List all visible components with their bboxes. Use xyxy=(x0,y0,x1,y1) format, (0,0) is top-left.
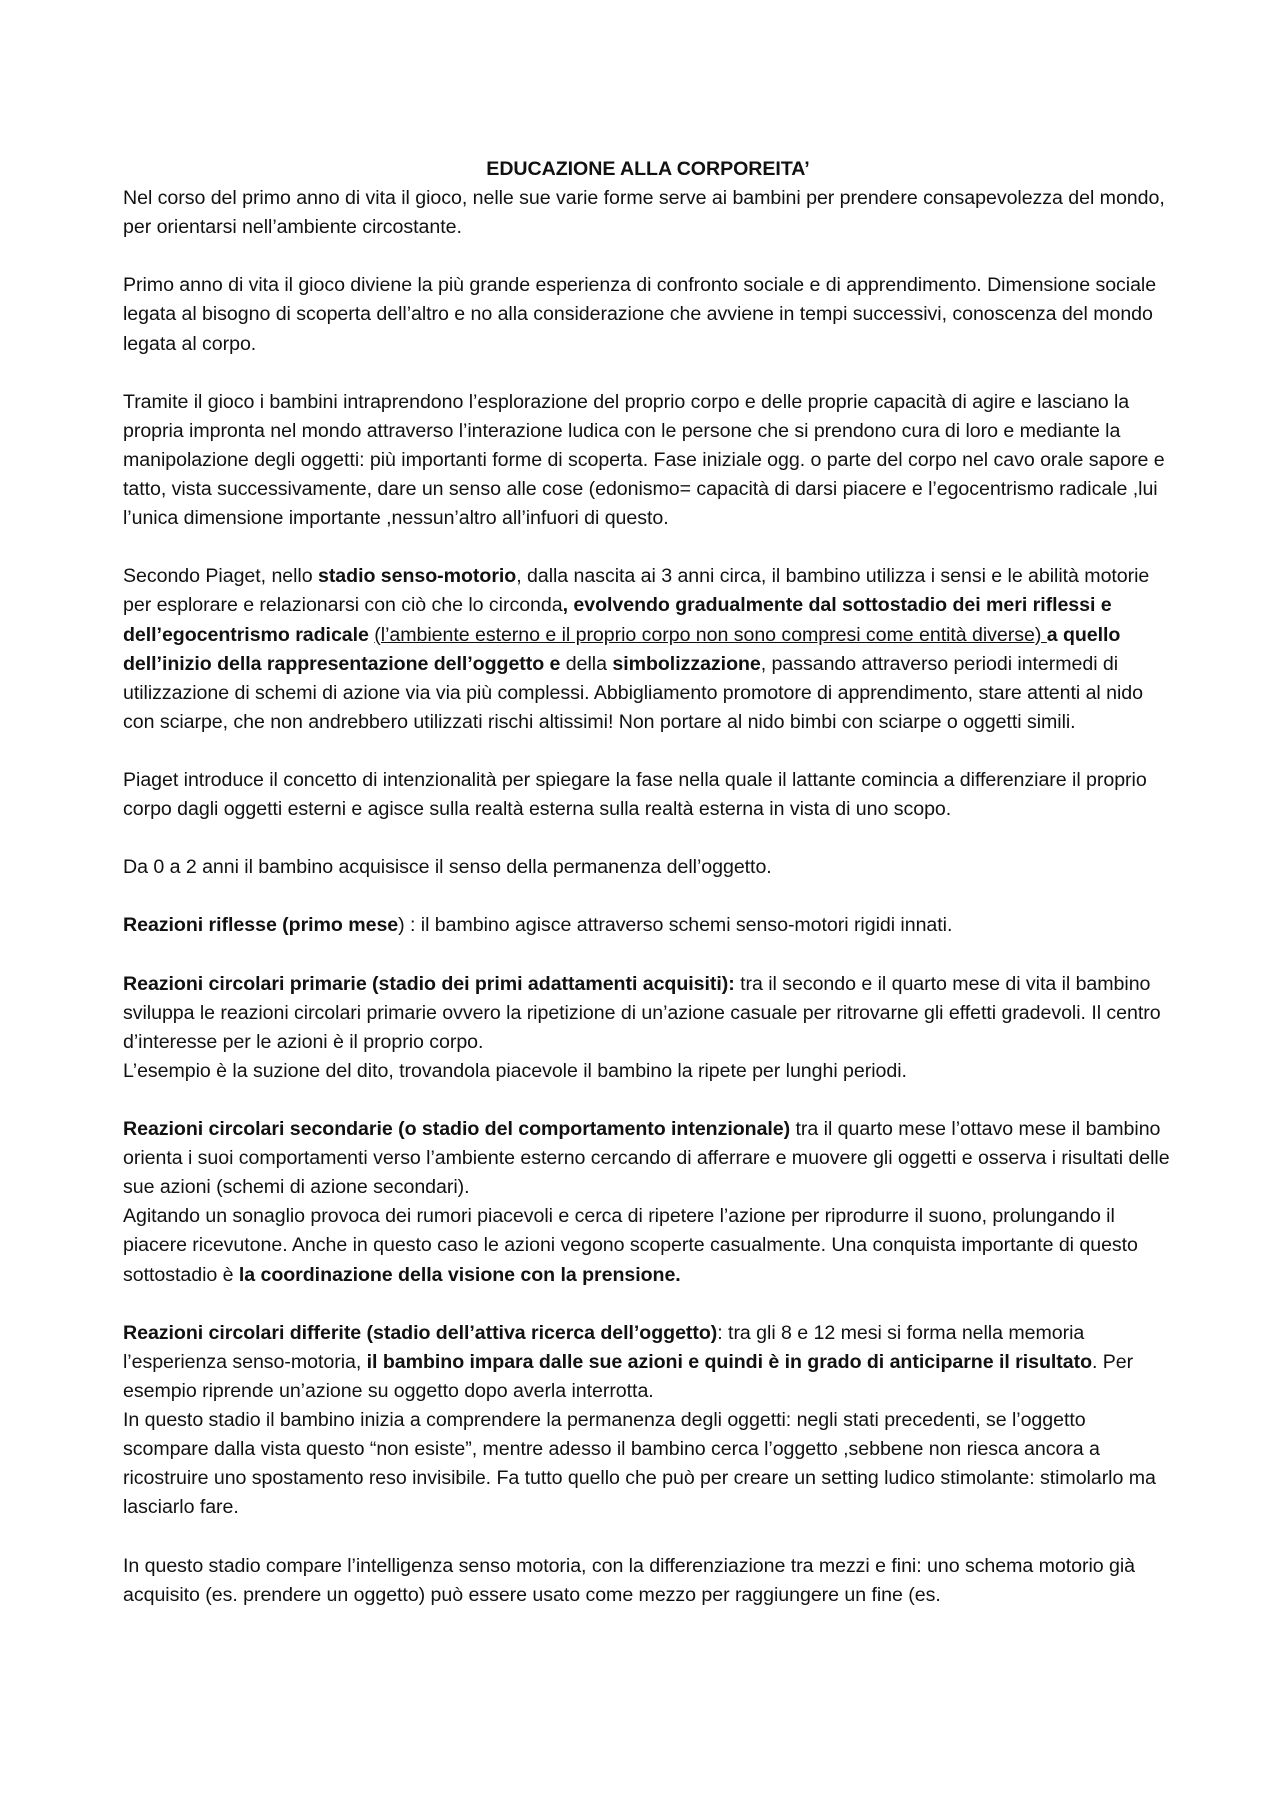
paragraph-5: Piaget introduce il concetto di intenzionalità per spiegare la fase nella quale il lattante comincia a differenziare il proprio corpo dagli oggetti esterni e agisce sulla realtà esterna sulla realtà esterna in vista di uno scopo. xyxy=(123,768,1147,821)
document-body xyxy=(123,155,1173,1610)
bold-run: Reazioni circolari secondarie (o stadio del comportamento intenzionale) xyxy=(123,1118,791,1141)
bold-run: la coordinazione della visione con la prensione. xyxy=(238,1263,681,1286)
document-title: EDUCAZIONE ALLA CORPOREITA’ xyxy=(486,158,810,180)
paragraph-10 xyxy=(123,1319,1173,1406)
paragraph-gap xyxy=(123,824,1173,853)
text-run: tra il secondo e il quarto mese di vita il bambino sviluppa le reazioni circolari primarie ovvero la ripetizione di un’azione casuale per ritrovarne gli effetti gradevoli. Il centro d’interesse per le azioni è il proprio corpo. xyxy=(123,972,1161,1053)
paragraph-2: Primo anno di vita il gioco diviene la più grande esperienza di confronto sociale e di apprendimento. Dimensione sociale legata al bisogno di scoperta dell’altro e no alla considerazione che avviene in tempi successivi, conoscenza del mondo legata al corpo. xyxy=(123,274,1157,355)
paragraph-gap xyxy=(123,242,1173,271)
text-run: . Per esempio riprende un’azione su oggetto dopo averla interrotta. xyxy=(123,1350,1134,1402)
bold-run: il bambino impara dalle sue azioni e quindi è in grado di anticiparne il risultato xyxy=(366,1350,1092,1373)
text-run: , passando attraverso periodi intermedi di utilizzazione di schemi di azione via via più complessi. Abbigliamento promotore di apprendimento, stare attenti al nido con sciarpe, che non andrebbero utilizzati rischi altissimi! Non portare al nido bimbi con sciarpe o oggetti simili. xyxy=(123,652,1143,733)
text-run: tra il quarto mese l’ottavo mese il bambino orienta i suoi comportamenti verso l’ambiente esterno cercando di afferrare e muovere gli oggetti e osserva i risultati delle sue azioni (schemi di azione secondari). xyxy=(123,1118,1170,1199)
bold-run: Reazioni circolari differite (stadio dell’attiva ricerca dell’oggetto) xyxy=(123,1321,718,1344)
paragraph-gap xyxy=(123,1290,1173,1319)
text-run: , dalla nascita ai 3 anni circa, il bambino utilizza i sensi e le abilità motorie per esplorare e relazionarsi con ciò che lo circonda xyxy=(123,565,1150,617)
paragraph-10-continued: In questo stadio il bambino inizia a comprendere la permanenza degli oggetti: negli stati precedenti, se l’oggetto scompare dalla vista questo “non esiste”, mentre adesso il bambino cerca l’oggetto ,sebbene non riesca ancora a ricostruire uno spostamento reso invisibile. Fa tutto quello che può per creare un setting ludico stimolante: stimolarlo ma lasciarlo fare. xyxy=(123,1409,1156,1519)
paragraph-gap xyxy=(123,737,1173,766)
text-run: : tra gli 8 e 12 mesi si forma nella memoria l’esperienza senso-motoria, xyxy=(123,1321,1085,1373)
bold-run: a quello dell’inizio della rappresentazione dell’oggetto e xyxy=(123,623,1121,675)
paragraph-gap xyxy=(123,533,1173,562)
underlined-run: (l’ambiente esterno e il proprio corpo non sono compresi come entità diverse) xyxy=(374,623,1047,646)
paragraph-7 xyxy=(123,911,1173,940)
paragraph-gap xyxy=(123,941,1173,970)
paragraph-gap xyxy=(123,1086,1173,1115)
paragraph-gap xyxy=(123,359,1173,388)
paragraph-11: In questo stadio compare l’intelligenza senso motoria, con la differenziazione tra mezzi e fini: uno schema motorio già acquisito (es. prendere un oggetto) può essere usato come mezzo per raggiungere un fine (es. xyxy=(123,1554,1136,1606)
paragraph-9-continued xyxy=(123,1202,1173,1289)
bold-run: Reazioni riflesse (primo mese xyxy=(123,914,399,937)
paragraph-3: Tramite il gioco i bambini intraprendono l’esplorazione del proprio corpo e delle proprie capacità di agire e lasciano la propria impronta nel mondo attraverso l’interazione ludica con le persone che si prendono cura di loro e mediante la manipolazione degli oggetti: più importanti forme di scoperta. Fase iniziale ogg. o parte del corpo nel cavo orale sapore e tatto, vista successivamente, dare un senso alle cose (edonismo= capacità di darsi piacere e l’egocentrismo radicale ,lui l’unica dimensione importante ,nessun’altro all’infuori di questo. xyxy=(123,390,1165,530)
paragraph-8 xyxy=(123,970,1173,1057)
text-run: ) : il bambino agisce attraverso schemi senso-motori rigidi innati. xyxy=(398,914,953,937)
text-run: Secondo Piaget, nello xyxy=(123,565,318,588)
paragraph-1: Nel corso del primo anno di vita il gioco, nelle sue varie forme serve ai bambini per prendere consapevolezza del mondo, per orientarsi nell’ambiente circostante. xyxy=(123,187,1165,239)
bold-run: simbolizzazione xyxy=(612,652,761,675)
text-run: della xyxy=(560,652,613,675)
paragraph-4 xyxy=(123,562,1173,737)
paragraph-9 xyxy=(123,1115,1173,1202)
bold-run: Reazioni circolari primarie (stadio dei primi adattamenti acquisiti): xyxy=(123,972,735,995)
paragraph-8-continued: L’esempio è la suzione del dito, trovandola piacevole il bambino la ripete per lunghi periodi. xyxy=(123,1059,907,1082)
bold-run: , evolvendo gradualmente dal sottostadio dei meri riflessi e dell’egocentrismo radicale xyxy=(123,594,1112,646)
paragraph-gap xyxy=(123,882,1173,911)
bold-run: stadio senso-motorio xyxy=(317,565,517,588)
paragraph-gap xyxy=(123,1522,1173,1551)
text-run: Agitando un sonaglio provoca dei rumori piacevoli e cerca di ripetere l’azione per riprodurre il suono, prolungando il piacere ricevutone. Anche in questo caso le azioni vegono scoperte casualmente. Una conquista importante di questo sottostadio è xyxy=(123,1205,1138,1286)
paragraph-6: Da 0 a 2 anni il bambino acquisisce il senso della permanenza dell’oggetto. xyxy=(123,856,772,879)
